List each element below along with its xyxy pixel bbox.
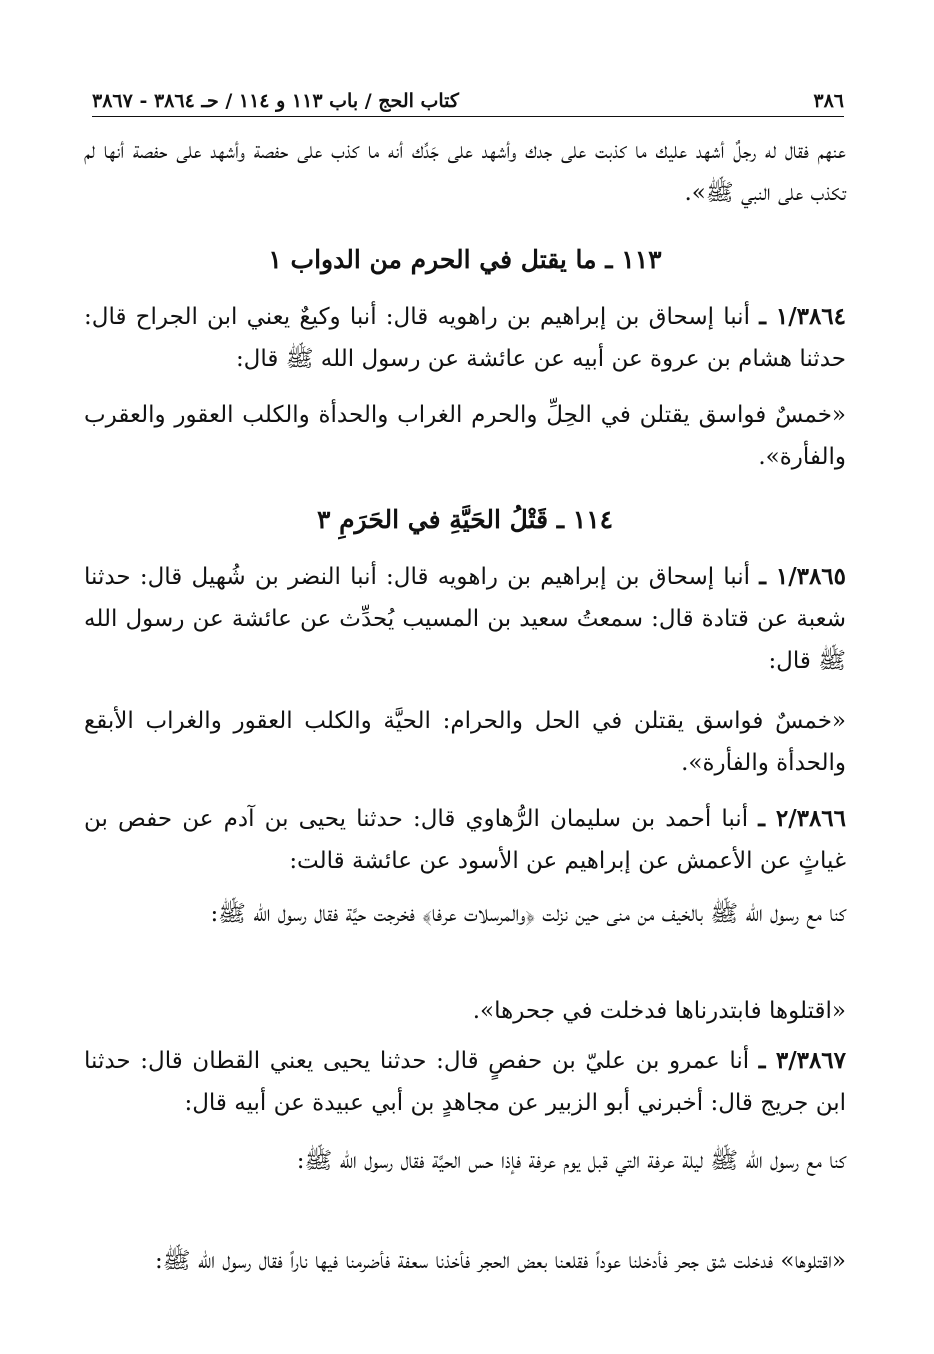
hadith-3864-isnad <box>84 296 846 380</box>
hadith-3867-matn-continued: «اقتلوها» فدخلت شق جحر فأدخلنا عوداً فقلعنا بعض الحجر فأخذنا سعفة فأضرمنا فيها ناراً فقال رسول الله ﷺ: <box>154 1248 846 1274</box>
intro-paragraph: عنهم فقال له رجلٌ أشهد عليك ما كذبت على جدك وأشهد على جَدِّك أنه ما كذب على حفصة وأشهد على حفصة أنها لم تكذب على النبي ﷺ». <box>84 138 846 206</box>
page-number: ٣٨٦ <box>813 90 844 112</box>
hadith-3865-isnad <box>84 556 846 682</box>
chapter-113-heading: ١١٣ ـ ما يقتل في الحرم من الدواب ١ <box>268 245 662 274</box>
isnad-text: أنبا إسحاق بن إبراهيم بن راهويه قال: أنبا وكيعٌ يعني ابن الجراح قال: حدثنا هشام بن عروة عن أبيه عن عائشة عن رسول الله ﷺ قال: <box>84 304 846 372</box>
hadith-number: ١/٣٨٦٥ ـ <box>759 563 847 590</box>
hadith-3867-matn: كنا مع رسول الله ﷺ ليلة عرفة التي قبل يوم عرفة فإذا حس الحيَّة فقال رسول الله ﷺ: <box>296 1148 846 1174</box>
isnad-text: أنا عمرو بن عليّ بن حفصٍ قال: حدثنا يحيى يعني القطان قال: حدثنا ابن جريج قال: أخبرني أبو الزبير عن مجاهدٍ بن أبي عبيدة عن أبيه قال: <box>84 1048 846 1116</box>
chapter-114-heading: ١١٤ ـ قَتْلُ الحَيَّةِ في الحَرَمِ ٣ <box>316 505 614 534</box>
isnad-text: أنبا أحمد بن سليمان الرُّهاوي قال: حدثنا يحيى بن آدم عن حفص بن غياثٍ عن الأعمش عن إبراهيم عن الأسود عن عائشة قالت: <box>84 806 846 874</box>
hadith-3866-matn-quote: «اقتلوها فابتدرناها فدخلت في جحرها». <box>472 998 846 1024</box>
hadith-3867-isnad <box>84 1040 846 1124</box>
hadith-3864-matn: «خمسٌ فواسق يقتلن في الحِلِّ والحرم الغراب والحدأة والكلب العقور والعقرب والفأرة». <box>84 402 846 470</box>
running-title: كتاب الحج / باب ١١٣ و ١١٤ / حـ ٣٨٦٤ - ٣٨٦٧ <box>92 90 459 112</box>
hadith-number: ٢/٣٨٦٦ ـ <box>758 805 847 832</box>
hadith-3866-isnad <box>84 798 846 882</box>
isnad-text: أنبا إسحاق بن إبراهيم بن راهويه قال: أنبا النضر بن شُهيل قال: حدثنا شعبة عن قتادة قال: سمعتُ سعيد بن المسيب يُحدِّث عن عائشة عن رسول الله ﷺ قال: <box>84 564 846 674</box>
hadith-3866-matn: كنا مع رسول الله ﷺ بالخيف من منى حين نزلت ﴿والمرسلات عرفا﴾ فخرجت حيَّة فقال رسول الله ﷺ: <box>210 901 846 927</box>
hadith-number: ١/٣٨٦٤ ـ <box>759 303 847 330</box>
hadith-3865-matn: «خمسٌ فواسق يقتلن في الحل والحرام: الحيَّة والكلب العقور والغراب الأبقع والحدأة والفأرة». <box>84 708 846 776</box>
hadith-number: ٣/٣٨٦٧ ـ <box>758 1047 847 1074</box>
running-header <box>92 80 844 117</box>
